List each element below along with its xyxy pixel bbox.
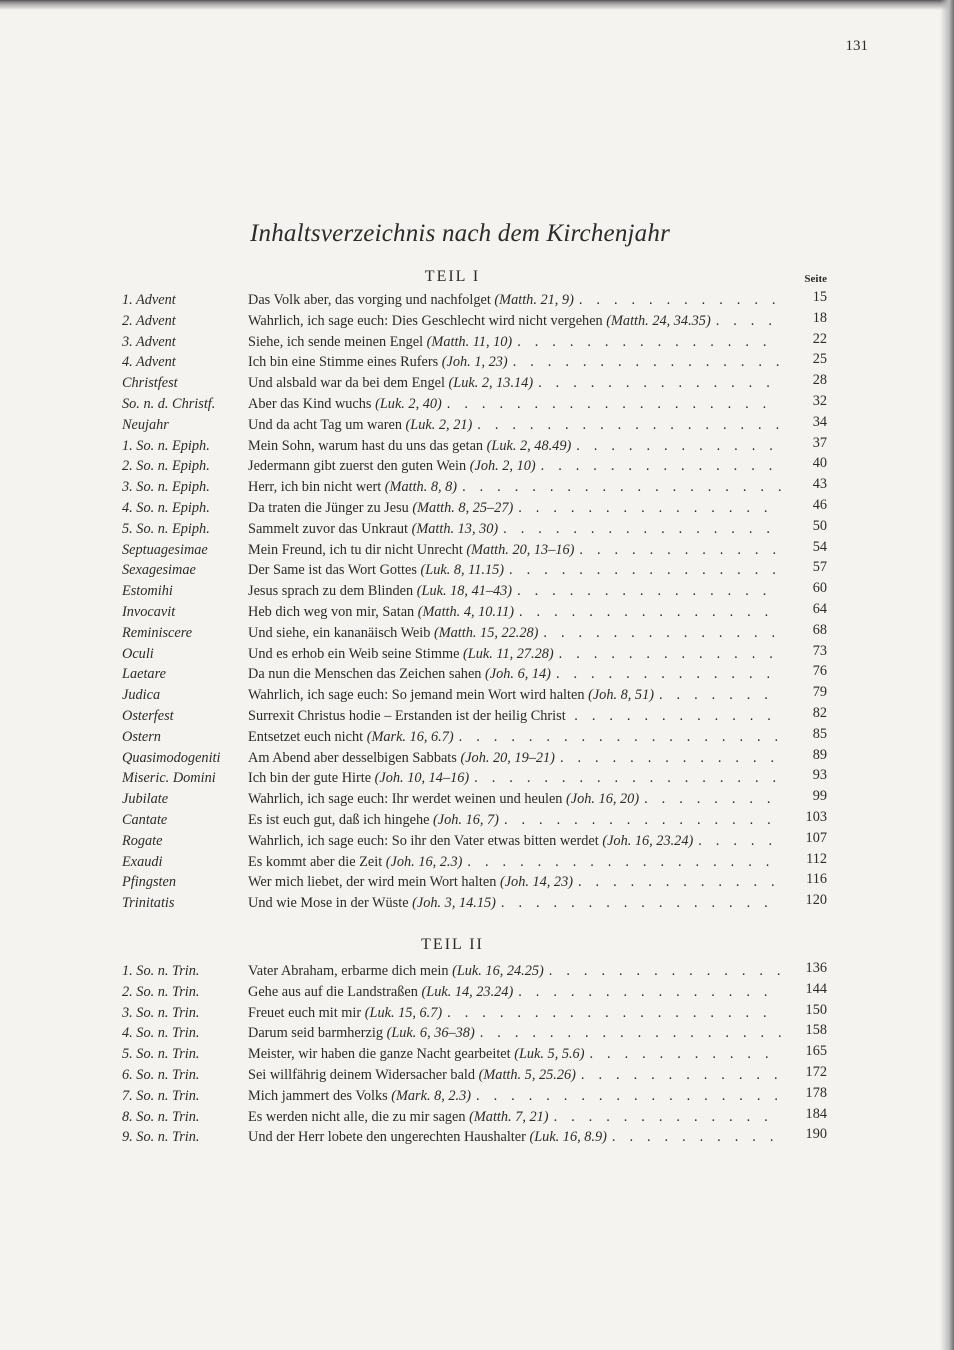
sunday-name: 3. Advent bbox=[122, 333, 176, 350]
scripture-reference: (Matth. 7, 21) bbox=[469, 1108, 549, 1125]
entry-text-line bbox=[248, 646, 781, 663]
entry-text: Und wie Mose in der Wüste bbox=[248, 895, 409, 912]
entry-text: Es ist euch gut, daß ich hingehe bbox=[248, 811, 430, 828]
scripture-reference: (Mark. 16, 6.7) bbox=[366, 728, 454, 745]
sunday-name: 1. So. n. Trin. bbox=[122, 963, 200, 979]
entry-text: Vater Abraham, erbarme dich mein bbox=[248, 963, 449, 979]
page-ref: 85 bbox=[812, 725, 827, 742]
sunday-name: Exaudi bbox=[122, 853, 163, 870]
sunday-name: Oculi bbox=[122, 645, 154, 662]
page-ref: 136 bbox=[805, 960, 827, 976]
scripture-reference: (Luk. 8, 11.15) bbox=[420, 562, 505, 579]
scripture-reference: (Luk. 2, 13.14) bbox=[448, 375, 534, 392]
entry-text-line bbox=[248, 1067, 781, 1084]
sunday-name: 3. So. n. Epiph. bbox=[122, 479, 210, 496]
entry-text-line bbox=[248, 874, 781, 891]
entry-text-line bbox=[248, 963, 781, 980]
sunday-name: 4. So. n. Trin. bbox=[122, 1025, 200, 1042]
page-ref: 15 bbox=[812, 289, 827, 305]
sunday-name: Judica bbox=[122, 687, 161, 704]
page-ref: 34 bbox=[812, 413, 827, 430]
page-ref: 172 bbox=[805, 1063, 827, 1080]
entry-text: Mein Freund, ich tu dir nicht Unrecht bbox=[248, 541, 463, 558]
page-ref: 158 bbox=[805, 1022, 827, 1039]
sunday-name: 1. So. n. Epiph. bbox=[122, 437, 210, 454]
page-ref: 190 bbox=[805, 1126, 827, 1143]
entry-text-line bbox=[248, 1109, 781, 1126]
entry-text: Wahrlich, ich sage euch: So jemand mein Wort wird halten bbox=[248, 687, 585, 704]
page-ref: 54 bbox=[812, 538, 827, 555]
sunday-name: 7. So. n. Trin. bbox=[122, 1087, 200, 1104]
scripture-reference: (Luk. 18, 41–43) bbox=[416, 583, 513, 600]
part-heading-1: TEIL I bbox=[424, 268, 481, 285]
page-ref: 144 bbox=[805, 980, 827, 997]
sunday-name: 4. Advent bbox=[122, 354, 176, 371]
sunday-name: 6. So. n. Trin. bbox=[122, 1066, 200, 1083]
page-number: 131 bbox=[845, 38, 868, 54]
entry-text-line bbox=[248, 1046, 781, 1063]
sunday-name: Trinitatis bbox=[122, 895, 175, 912]
scripture-reference: (Joh. 10, 14–16) bbox=[374, 770, 470, 787]
entry-text-line bbox=[248, 479, 781, 496]
sunday-name: Ostern bbox=[122, 728, 161, 745]
entry-text-line bbox=[248, 375, 781, 392]
page-ref: 37 bbox=[812, 434, 827, 451]
entry-text: Ich bin der gute Hirte bbox=[248, 770, 372, 787]
entry-text: Herr, ich bin nicht wert bbox=[248, 479, 382, 496]
entry-text-line bbox=[248, 542, 781, 559]
entry-text: Jesus sprach zu dem Blinden bbox=[248, 583, 414, 600]
entry-text-line bbox=[248, 604, 781, 621]
scripture-reference: (Luk. 16, 8.9) bbox=[529, 1129, 607, 1146]
page-ref: 22 bbox=[812, 330, 827, 347]
sunday-name: 5. So. n. Epiph. bbox=[122, 520, 210, 537]
entry-text: Da traten die Jünger zu Jesu bbox=[248, 499, 409, 516]
entry-text-line bbox=[248, 1005, 781, 1022]
sunday-name: 3. So. n. Trin. bbox=[122, 1004, 200, 1021]
toc-entry bbox=[0, 1126, 954, 1150]
scripture-reference: (Luk. 16, 24.25) bbox=[452, 963, 544, 979]
page-ref: 46 bbox=[812, 496, 827, 513]
page-ref: 82 bbox=[812, 704, 827, 721]
entry-text-line bbox=[248, 812, 781, 829]
entry-text-line bbox=[248, 729, 781, 746]
sunday-name: Invocavit bbox=[122, 603, 176, 620]
scripture-reference: (Joh. 3, 14.15) bbox=[412, 895, 496, 912]
page-ref: 32 bbox=[812, 392, 827, 409]
entry-text: Siehe, ich sende meinen Engel bbox=[248, 333, 424, 350]
scripture-reference: (Luk. 11, 27.28) bbox=[463, 645, 554, 662]
scripture-reference: (Joh. 16, 23.24) bbox=[602, 832, 694, 849]
entry-text: Wahrlich, ich sage euch: Ihr werdet weinen und heulen bbox=[248, 791, 563, 808]
sunday-name: 2. So. n. Trin. bbox=[122, 983, 200, 1000]
page-ref: 28 bbox=[812, 372, 827, 389]
scripture-reference: (Joh. 6, 14) bbox=[485, 666, 551, 683]
entry-text-line bbox=[248, 770, 781, 787]
entry-text-line bbox=[248, 854, 781, 871]
entry-text-line bbox=[248, 438, 781, 455]
scripture-reference: (Joh. 16, 2.3) bbox=[385, 853, 463, 870]
entry-text: Gehe aus auf die Landstraßen bbox=[248, 983, 418, 1000]
sunday-name: 4. So. n. Epiph. bbox=[122, 499, 210, 516]
page-ref: 120 bbox=[805, 892, 827, 909]
entry-text-line bbox=[248, 833, 781, 850]
scripture-reference: (Joh. 2, 10) bbox=[469, 458, 536, 475]
sunday-name: Osterfest bbox=[122, 707, 174, 724]
page-ref: 178 bbox=[805, 1084, 827, 1101]
entry-text-line bbox=[248, 354, 781, 371]
sunday-name: 2. So. n. Epiph. bbox=[122, 458, 210, 475]
entry-text: Ich bin eine Stimme eines Rufers bbox=[248, 354, 439, 371]
entry-text: Der Same ist das Wort Gottes bbox=[248, 562, 417, 579]
scripture-reference: (Luk. 2, 21) bbox=[405, 416, 473, 433]
scripture-reference: (Luk. 14, 23.24) bbox=[421, 983, 514, 1000]
sunday-name: Neujahr bbox=[122, 416, 169, 433]
toc-section-part-1 bbox=[0, 289, 954, 916]
page-ref: 18 bbox=[812, 309, 827, 326]
sunday-name: Pfingsten bbox=[122, 874, 177, 891]
page-ref: 112 bbox=[806, 850, 827, 867]
page-ref: 165 bbox=[805, 1043, 827, 1060]
page-column-label: Seite bbox=[804, 273, 827, 285]
page-ref: 89 bbox=[812, 746, 827, 763]
sunday-name: Septuagesimae bbox=[122, 541, 208, 558]
scripture-reference: (Matth. 21, 9) bbox=[494, 292, 574, 308]
entry-text: Meister, wir haben die ganze Nacht gearbeitet bbox=[248, 1046, 511, 1063]
sunday-name: So. n. d. Christf. bbox=[122, 395, 216, 412]
scripture-reference: (Matth. 5, 25.26) bbox=[478, 1066, 576, 1083]
scripture-reference: (Joh. 14, 23) bbox=[499, 874, 573, 891]
entry-text-line bbox=[248, 984, 781, 1001]
page-ref: 150 bbox=[805, 1001, 827, 1018]
entry-text: Freuet euch mit mir bbox=[248, 1004, 362, 1021]
page-ref: 64 bbox=[812, 600, 827, 617]
scripture-reference: (Matth. 13, 30) bbox=[411, 520, 499, 537]
sunday-name: Rogate bbox=[122, 832, 163, 849]
scripture-reference: (Joh. 8, 51) bbox=[588, 687, 654, 704]
entry-text-line bbox=[248, 708, 781, 725]
page-ref: 93 bbox=[812, 767, 827, 784]
sunday-name: 8. So. n. Trin. bbox=[122, 1108, 200, 1125]
scripture-reference: (Joh. 20, 19–21) bbox=[460, 749, 555, 766]
entry-text-line bbox=[248, 521, 781, 538]
scripture-reference: (Luk. 6, 36–38) bbox=[386, 1025, 475, 1042]
toc-section-part-2 bbox=[0, 960, 954, 1150]
entry-text-line bbox=[248, 791, 781, 808]
scripture-reference: (Mark. 8, 2.3) bbox=[391, 1087, 472, 1104]
toc-entry bbox=[0, 892, 954, 916]
scripture-reference: (Matth. 8, 8) bbox=[384, 479, 458, 496]
entry-text-line bbox=[248, 562, 781, 579]
sunday-name: 9. So. n. Trin. bbox=[122, 1129, 200, 1146]
page-ref: 50 bbox=[812, 517, 827, 534]
entry-text: Und es erhob ein Weib seine Stimme bbox=[248, 645, 460, 662]
sunday-name: Cantate bbox=[122, 811, 168, 828]
scripture-reference: (Matth. 8, 25–27) bbox=[412, 499, 514, 516]
page-ref: 76 bbox=[812, 663, 827, 680]
scripture-reference: (Matth. 20, 13–16) bbox=[466, 541, 575, 558]
entry-text-line bbox=[248, 750, 781, 767]
sunday-name: 5. So. n. Trin. bbox=[122, 1046, 200, 1063]
scripture-reference: (Matth. 24, 34.35) bbox=[606, 312, 711, 329]
entry-text: Jedermann gibt zuerst den guten Wein bbox=[248, 458, 467, 475]
page-title: Inhaltsverzeichnis nach dem Kirchenjahr bbox=[250, 220, 670, 247]
scripture-reference: (Matth. 4, 10.11) bbox=[417, 603, 514, 620]
entry-text: Und siehe, ein kananäisch Weib bbox=[248, 624, 431, 641]
entry-text-line bbox=[248, 313, 781, 330]
entry-text: Das Volk aber, das vorging und nachfolget bbox=[248, 292, 491, 308]
entry-text-line bbox=[248, 666, 781, 683]
sunday-name: 2. Advent bbox=[122, 312, 176, 329]
sunday-name: Reminiscere bbox=[122, 624, 193, 641]
sunday-name: Estomihi bbox=[122, 583, 173, 600]
scripture-reference: (Luk. 2, 40) bbox=[375, 395, 442, 412]
entry-text-line bbox=[248, 1088, 781, 1105]
entry-text-line bbox=[248, 895, 781, 912]
entry-text: Sei willfährig deinem Widersacher bald bbox=[248, 1066, 476, 1083]
page-ref: 60 bbox=[812, 580, 827, 597]
sunday-name: 1. Advent bbox=[122, 292, 176, 308]
entry-text-line bbox=[248, 334, 781, 351]
entry-text-line bbox=[248, 625, 781, 642]
page-ref: 40 bbox=[812, 455, 827, 472]
entry-text-line bbox=[248, 687, 781, 704]
entry-text: Surrexit Christus hodie – Erstanden ist der heilig Christ bbox=[248, 707, 566, 724]
entry-text: Es werden nicht alle, die zu mir sagen bbox=[248, 1108, 466, 1125]
scripture-reference: (Matth. 15, 22.28) bbox=[433, 624, 539, 641]
sunday-name: Laetare bbox=[122, 666, 166, 683]
entry-text: Heb dich weg von mir, Satan bbox=[248, 603, 415, 620]
entry-text: Mich jammert des Volks bbox=[248, 1087, 388, 1104]
entry-text: Es kommt aber die Zeit bbox=[248, 853, 383, 870]
entry-text-line bbox=[248, 458, 781, 475]
page-ref: 103 bbox=[805, 808, 827, 825]
scripture-reference: (Luk. 5, 5.6) bbox=[514, 1046, 585, 1063]
entry-text: Da nun die Menschen das Zeichen sahen bbox=[248, 666, 482, 683]
sunday-name: Jubilate bbox=[122, 791, 169, 808]
entry-text-line bbox=[248, 1025, 781, 1042]
entry-text-line bbox=[248, 396, 781, 413]
sunday-name: Quasimodogeniti bbox=[122, 749, 221, 766]
entry-text-line bbox=[248, 1129, 781, 1146]
entry-text-line bbox=[248, 417, 781, 434]
entry-text: Entsetzet euch nicht bbox=[248, 728, 364, 745]
page-ref: 73 bbox=[812, 642, 827, 659]
entry-text: Darum seid barmherzig bbox=[248, 1025, 383, 1042]
entry-text-line bbox=[248, 500, 781, 517]
entry-text-line bbox=[248, 292, 781, 309]
page-ref: 116 bbox=[806, 871, 827, 888]
page-ref: 107 bbox=[805, 829, 827, 846]
scripture-reference: (Luk. 2, 48.49) bbox=[486, 437, 572, 454]
entry-text: Mein Sohn, warum hast du uns das getan bbox=[248, 437, 484, 454]
scripture-reference: (Joh. 1, 23) bbox=[441, 354, 508, 371]
entry-text: Wahrlich, ich sage euch: Dies Geschlecht wird nicht vergehen bbox=[248, 312, 603, 329]
entry-text: Am Abend aber desselbigen Sabbats bbox=[248, 749, 457, 766]
sunday-name: Sexagesimae bbox=[122, 562, 196, 579]
page-ref: 57 bbox=[812, 559, 827, 576]
part-heading-2: TEIL II bbox=[421, 936, 484, 953]
scripture-reference: (Joh. 16, 7) bbox=[433, 811, 499, 828]
scripture-reference: (Joh. 16, 20) bbox=[566, 791, 640, 808]
page-ref: 43 bbox=[812, 476, 827, 493]
page-ref: 25 bbox=[812, 351, 827, 368]
page-ref: 79 bbox=[812, 684, 827, 701]
page-ref: 184 bbox=[805, 1105, 827, 1122]
sunday-name: Miseric. Domini bbox=[122, 770, 216, 787]
scripture-reference: (Matth. 11, 10) bbox=[426, 333, 513, 350]
entry-text: Wahrlich, ich sage euch: So ihr den Vater etwas bitten werdet bbox=[248, 832, 599, 849]
sunday-name: Christfest bbox=[122, 375, 178, 392]
scripture-reference: (Luk. 15, 6.7) bbox=[364, 1004, 443, 1021]
page-ref: 99 bbox=[812, 788, 827, 805]
page-ref: 68 bbox=[812, 621, 827, 638]
entry-text-line bbox=[248, 583, 781, 600]
entry-text: Wer mich liebet, der wird mein Wort halten bbox=[248, 874, 497, 891]
entry-text: Und alsbald war da bei dem Engel bbox=[248, 375, 445, 392]
page-edge-top bbox=[0, 0, 954, 10]
entry-text: Aber das Kind wuchs bbox=[248, 395, 372, 412]
entry-text: Und da acht Tag um waren bbox=[248, 416, 402, 433]
entry-text: Und der Herr lobete den ungerechten Haushalter bbox=[248, 1129, 526, 1146]
entry-text: Sammelt zuvor das Unkraut bbox=[248, 520, 409, 537]
